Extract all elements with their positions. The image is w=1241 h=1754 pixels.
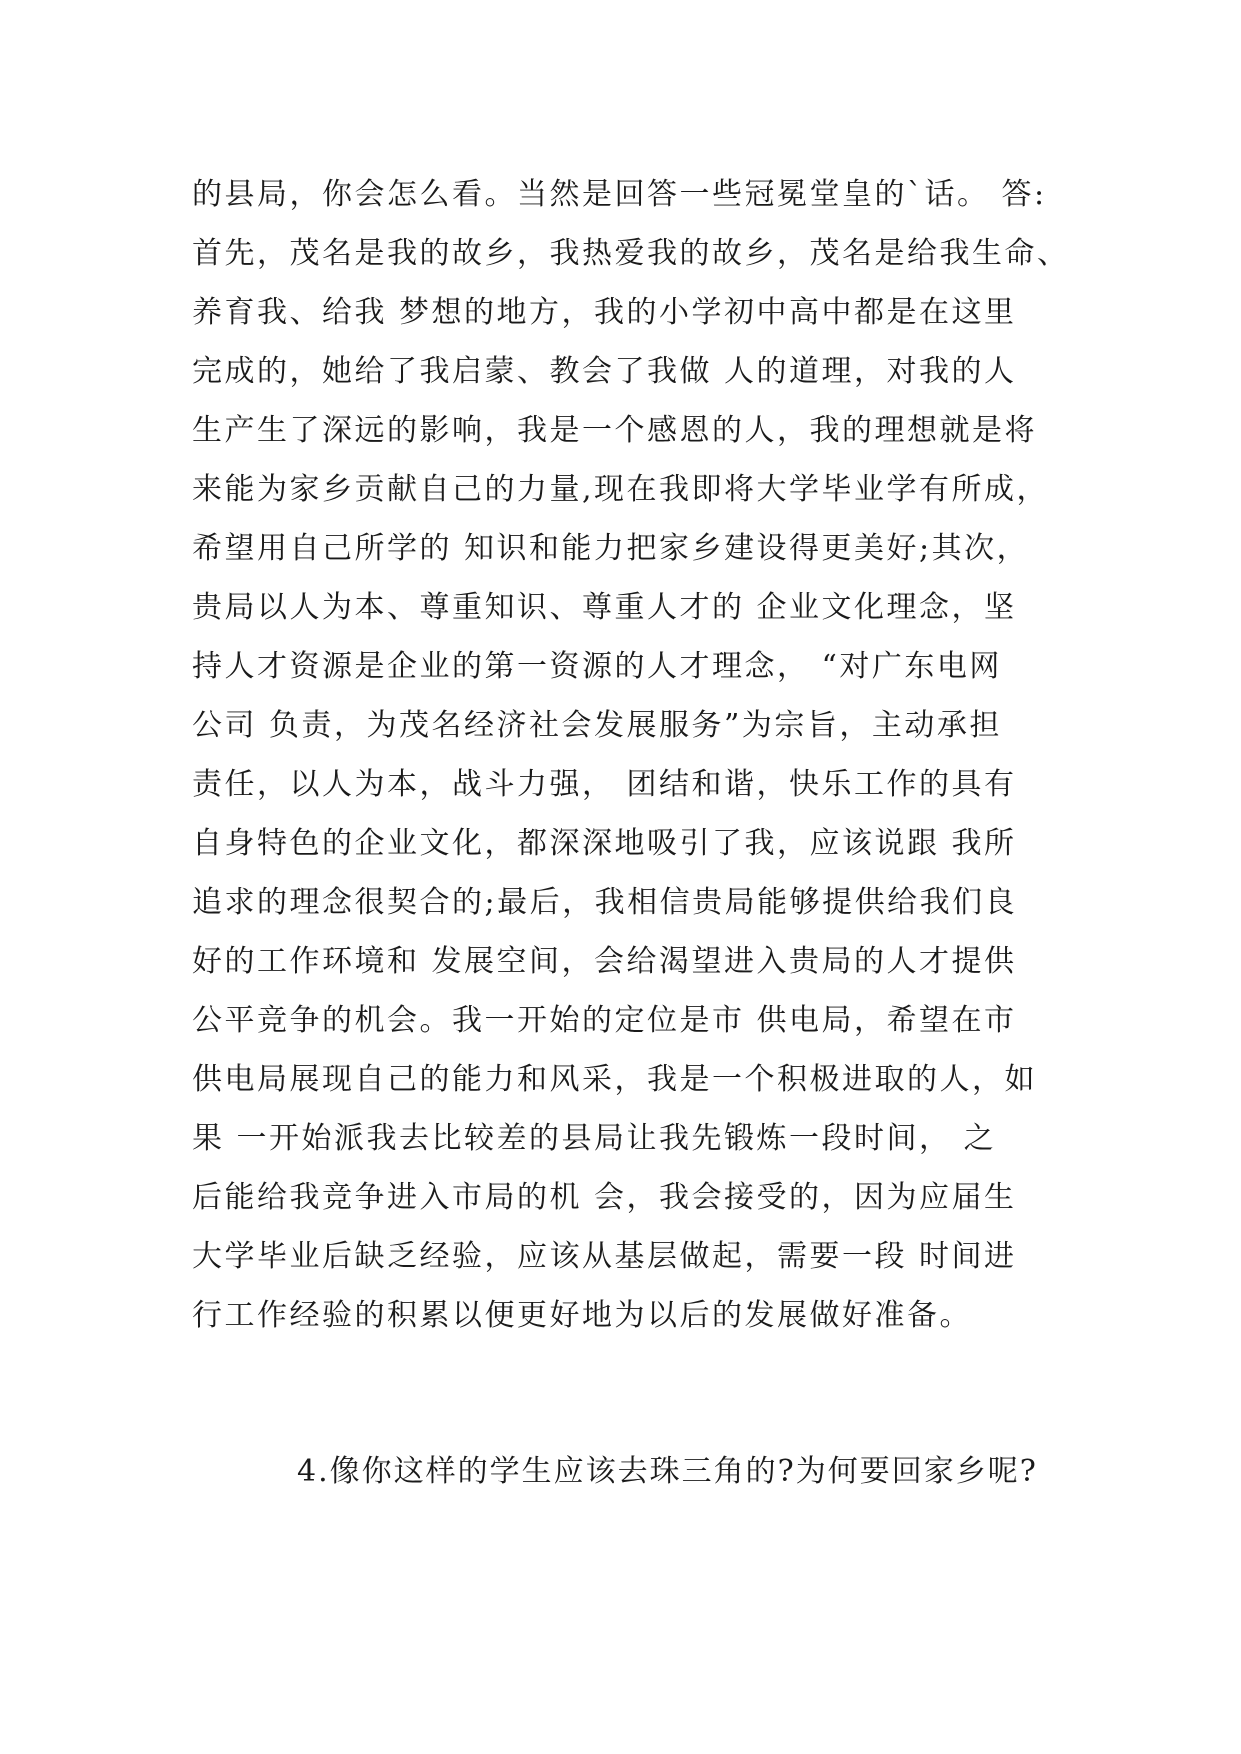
question-heading: 4.像你这样的学生应该去珠三角的?为何要回家乡呢? [297, 1454, 1038, 1489]
paragraph-line: 后能给我竞争进入市局的机 会，我会接受的，因为应届生 [192, 1180, 1017, 1215]
paragraph-line: 公司 负责，为茂名经济社会发展服务”为宗旨，主动承担 [192, 708, 1002, 743]
paragraph-line: 首先，茂名是我的故乡，我热爱我的故乡，茂名是给我生命、 [192, 236, 1070, 271]
paragraph-line: 来能为家乡贡献自己的力量,现在我即将大学毕业学有所成， [192, 472, 1050, 507]
paragraph-line: 自身特色的企业文化，都深深地吸引了我，应该说跟 我所 [192, 826, 1017, 861]
paragraph-line: 希望用自己所学的 知识和能力把家乡建设得更美好;其次， [192, 531, 1030, 566]
answer-paragraph [192, 165, 1092, 1345]
paragraph-line: 大学毕业后缺乏经验，应该从基层做起，需要一段 时间进 [192, 1239, 1017, 1274]
paragraph-line: 持人才资源是企业的第一资源的人才理念， “对广东电网 [192, 649, 1002, 684]
paragraph-line: 贵局以人为本、尊重知识、尊重人才的 企业文化理念，坚 [192, 590, 1017, 625]
paragraph-line: 公平竞争的机会。我一开始的定位是市 供电局，希望在市 [192, 1003, 1017, 1038]
paragraph-line: 果 一开始派我去比较差的县局让我先锻炼一段时间， 之 [192, 1121, 997, 1156]
paragraph-line: 养育我、给我 梦想的地方，我的小学初中高中都是在这里 [192, 295, 1017, 330]
paragraph-line: 的县局，你会怎么看。当然是回答一些冠冕堂皇的`话。 答: [192, 177, 1047, 212]
paragraph-line: 完成的，她给了我启蒙、教会了我做 人的道理，对我的人 [192, 354, 1017, 389]
paragraph-line: 行工作经验的积累以便更好地为以后的发展做好准备。 [192, 1298, 972, 1333]
paragraph-line: 好的工作环境和 发展空间，会给渴望进入贵局的人才提供 [192, 944, 1017, 979]
paragraph-line: 责任，以人为本，战斗力强， 团结和谐，快乐工作的具有 [192, 767, 1017, 802]
paragraph-line: 追求的理念很契合的;最后，我相信贵局能够提供给我们良 [192, 885, 1018, 920]
paragraph-line: 供电局展现自己的能力和风采，我是一个积极进取的人，如 [192, 1062, 1037, 1097]
paragraph-line: 生产生了深远的影响，我是一个感恩的人，我的理想就是将 [192, 413, 1037, 448]
